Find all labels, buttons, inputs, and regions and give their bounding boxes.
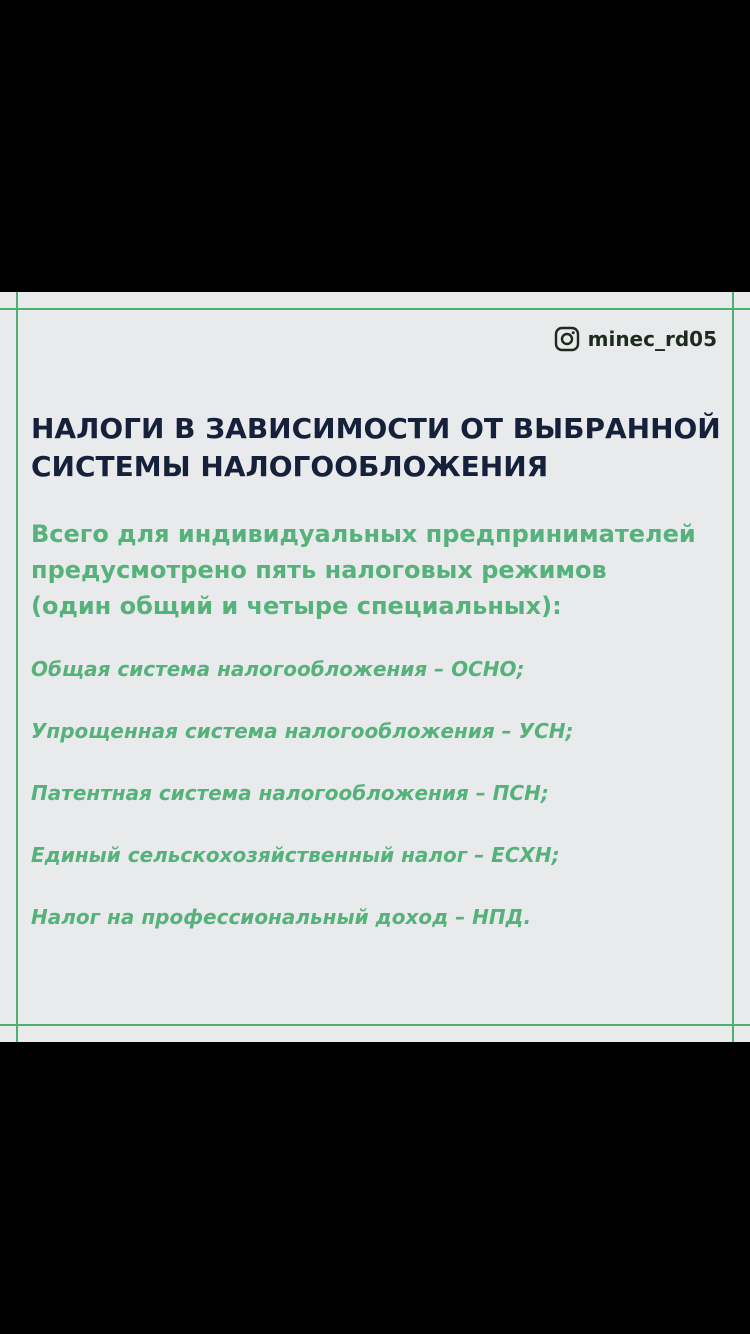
title-line-2: СИСТЕМЫ НАЛОГООБЛОЖЕНИЯ: [31, 450, 549, 483]
list-item-eshn: Единый сельскохозяйственный налог – ЕСХН;: [31, 843, 560, 867]
page-title: [31, 410, 721, 486]
frame-line-top: [0, 308, 750, 310]
intro-line-2: предусмотрено пять налоговых режимов: [31, 556, 607, 584]
frame-line-right: [732, 292, 734, 1042]
list-item-usn: Упрощенная система налогообложения – УСН;: [31, 719, 574, 743]
frame-line-left: [16, 292, 18, 1042]
list-item-npd: Налог на профессиональный доход – НПД.: [31, 905, 532, 929]
post-image-card: [0, 292, 750, 1042]
handle-text: minec_rd05: [587, 327, 717, 351]
tax-regimes-list: [31, 654, 721, 964]
intro-line-3: (один общий и четыре специальных):: [31, 592, 562, 620]
frame-line-bottom: [0, 1024, 750, 1026]
instagram-handle: [554, 326, 717, 352]
list-item-osno: Общая система налогообложения – ОСНО;: [31, 657, 525, 681]
title-line-1: НАЛОГИ В ЗАВИСИМОСТИ ОТ ВЫБРАННОЙ: [31, 412, 721, 445]
intro-text: [31, 516, 721, 624]
intro-line-1: Всего для индивидуальных предпринимателей: [31, 520, 696, 548]
instagram-icon: [554, 326, 580, 352]
list-item-psn: Патентная система налогообложения – ПСН;: [31, 781, 549, 805]
